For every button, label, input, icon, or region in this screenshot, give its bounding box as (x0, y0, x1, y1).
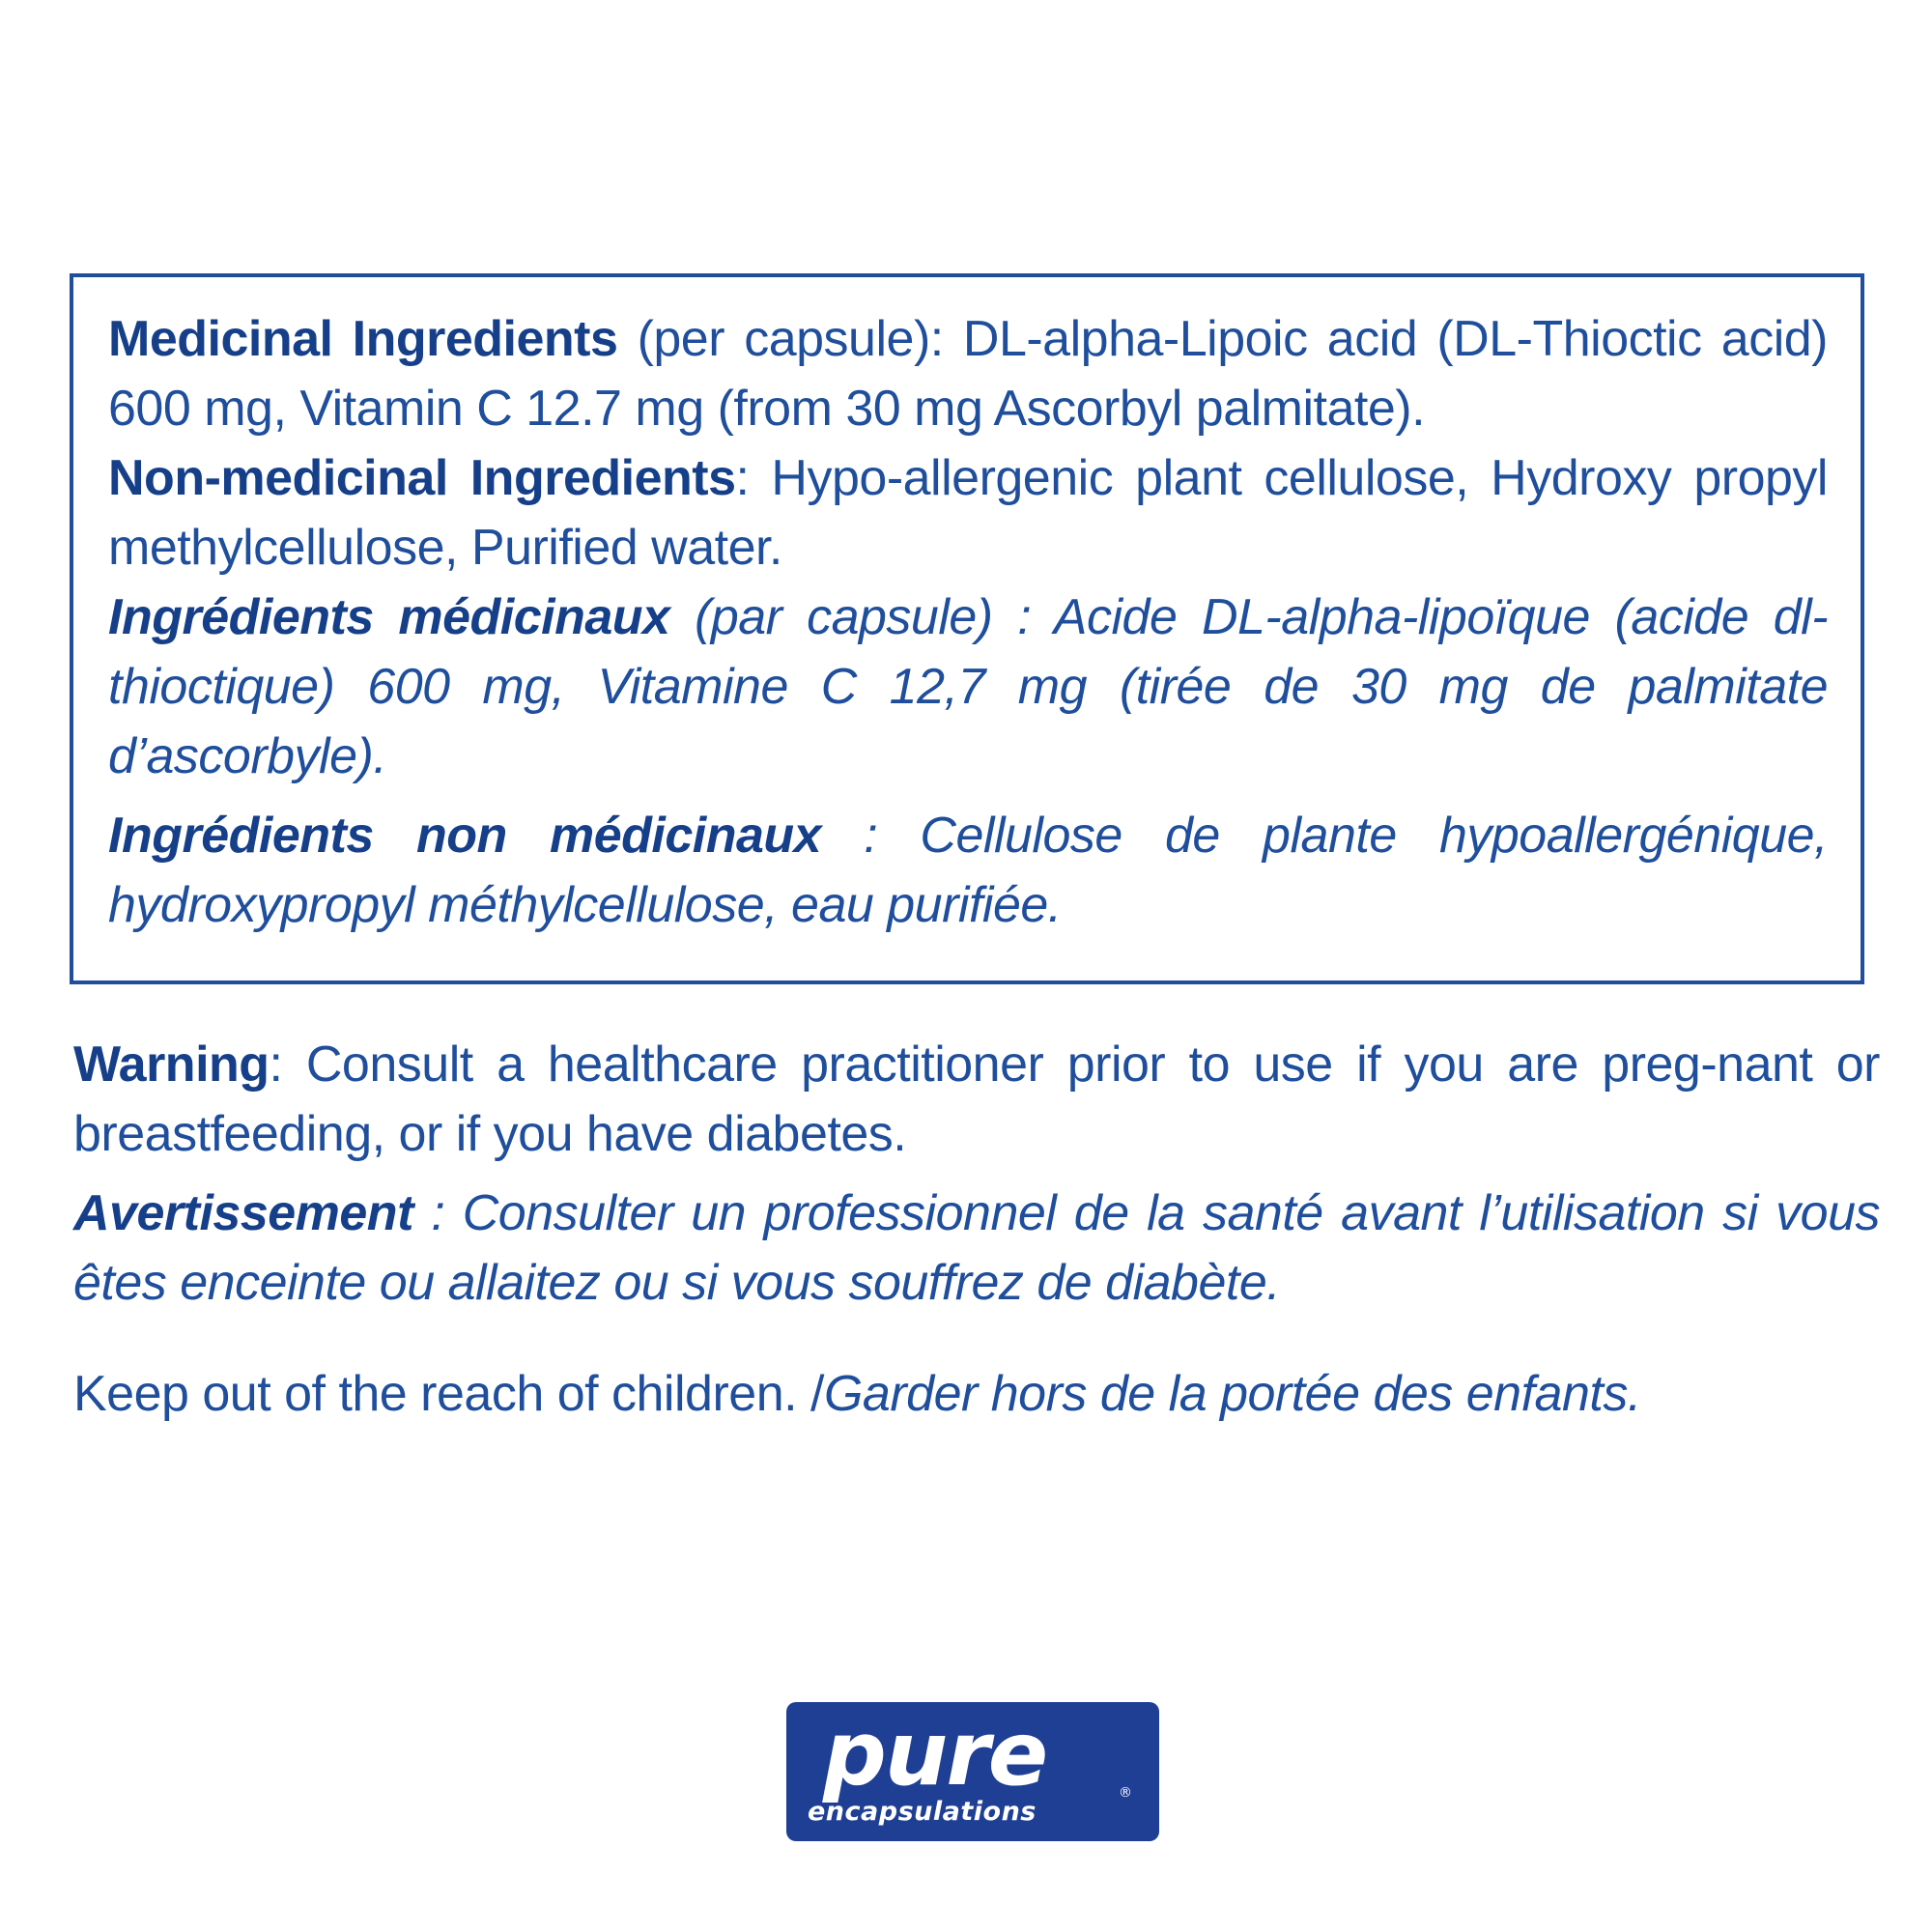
non-medicinal-ingredients-fr (108, 801, 1828, 940)
keep-out-of-reach (73, 1359, 1889, 1429)
pure-encapsulations-logo (786, 1702, 1159, 1841)
logo-wordmark: pure (823, 1702, 1047, 1805)
non-medicinal-ingredients-label: Non-medicinal Ingredients (108, 450, 736, 506)
ingredients-non-medicinaux-text: : Cellulose de plante hypoallergénique, hydroxypropyl méthylcellulose, eau purifiée. (108, 808, 1828, 933)
registered-mark: ® (1119, 1785, 1132, 1801)
warning-fr (73, 1179, 1880, 1318)
avertissement-text: : Consulter un professionnel de la santé avant l’utilisation si vous êtes enceinte ou allaitez ou si vous souffrez de diabète. (73, 1185, 1880, 1311)
ingredients-medicinaux-text: (par capsule) : Acide DL-alpha-lipoïque (acide dl-thioctique) 600 mg, Vitamine C 12,7 mg (tirée de 30 mg de palmitate d’ascorbyle). (108, 589, 1829, 784)
avertissement-label: Avertissement (73, 1185, 413, 1241)
non-medicinal-ingredients-text: : Hypo-allergenic plant cellulose, Hydroxy propyl methylcellulose, Purified water. (108, 450, 1828, 576)
warning-text: : Consult a healthcare practitioner prior to use if you are preg-nant or breastfeeding, or if you have diabetes. (73, 1037, 1880, 1162)
medicinal-ingredients-text: (per capsule): DL-alpha-Lipoic acid (DL-Thioctic acid) 600 mg, Vitamin C 12.7 mg (from 30 mg Ascorbyl palmitate). (108, 311, 1829, 437)
keep-out-fr: Garder hors de la portée des enfants. (823, 1366, 1641, 1422)
medicinal-ingredients-label: Medicinal Ingredients (108, 311, 618, 367)
logo-subtitle: encapsulations (808, 1797, 1037, 1827)
ingredients-box (70, 273, 1864, 984)
warning-en (73, 1030, 1880, 1169)
medicinal-ingredients-en (108, 304, 1828, 443)
warning-label: Warning (73, 1037, 270, 1093)
ingredients-medicinaux-label: Ingrédients médicinaux (108, 589, 670, 645)
keep-out-en: Keep out of the reach of children. / (73, 1366, 824, 1422)
ingredients-non-medicinaux-label: Ingrédients non médicinaux (108, 808, 822, 864)
medicinal-ingredients-fr (108, 582, 1828, 791)
non-medicinal-ingredients-en (108, 443, 1828, 582)
